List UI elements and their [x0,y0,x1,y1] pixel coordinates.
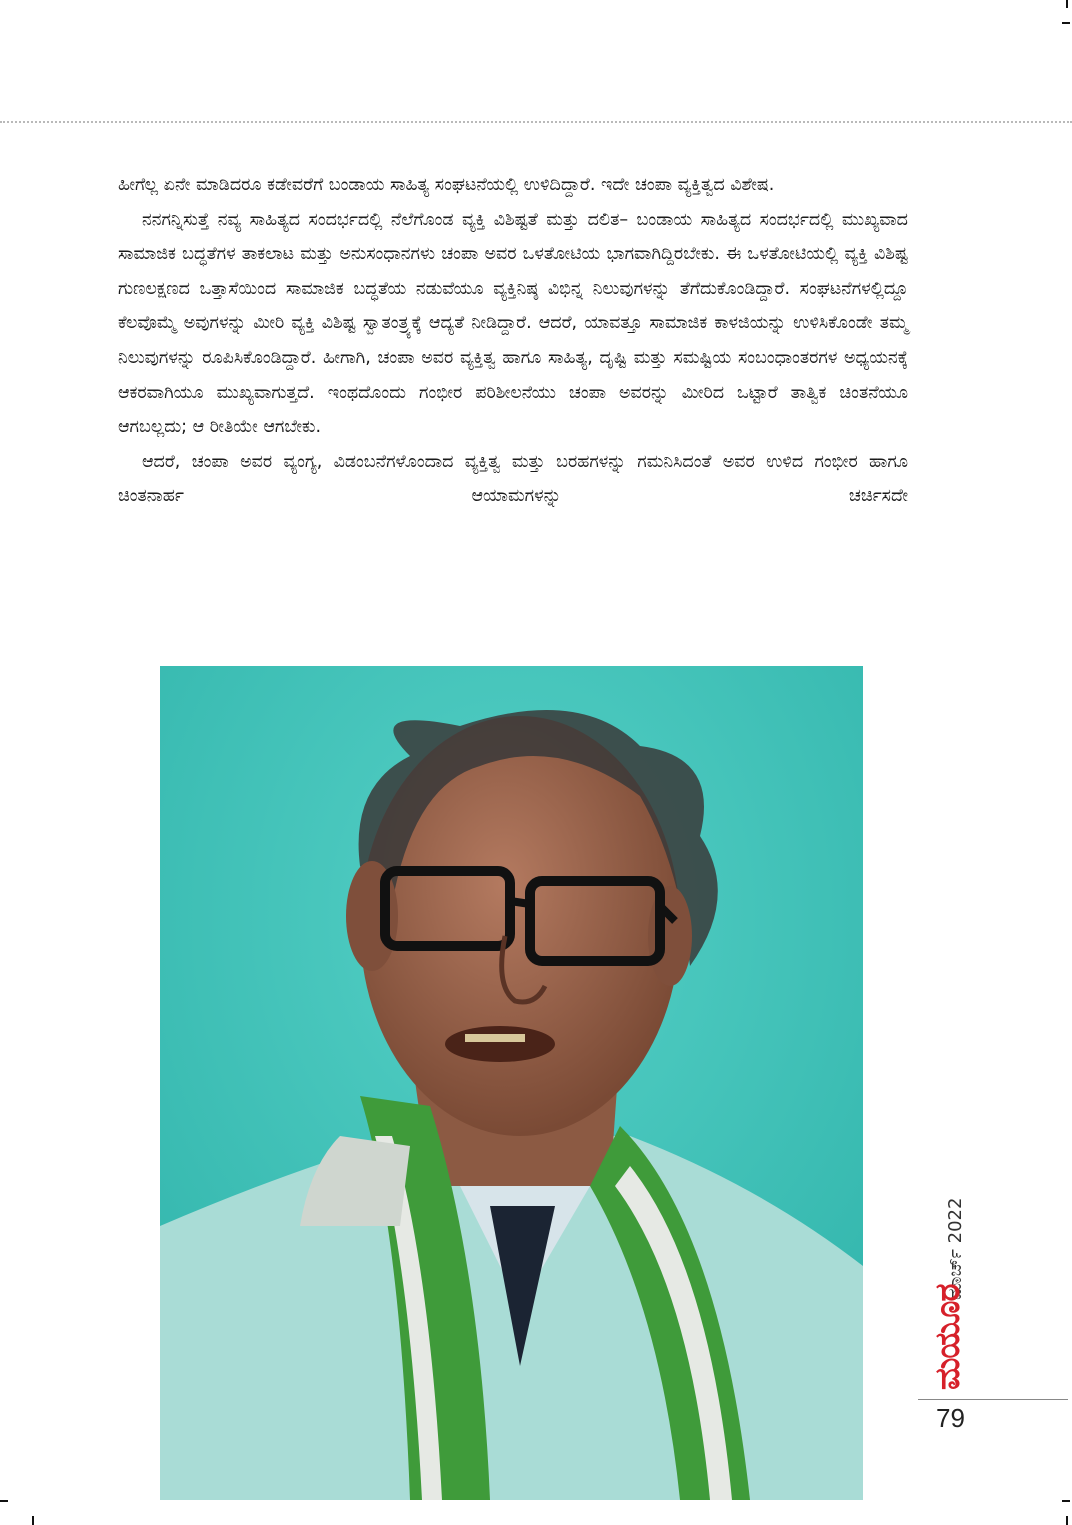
crop-mark-right-upper [1062,22,1070,24]
article-paragraph-1: ಹೀಗೆಲ್ಲ ಏನೇ ಮಾಡಿದರೂ ಕಡೇವರೆಗೆ ಬಂಡಾಯ ಸಾಹಿತ್ಯ ಸಂಘಟನೆಯಲ್ಲಿ ಉಳಿದಿದ್ದಾರೆ. ಇದೇ ಚಂಪಾ ವ್ಯಕ್ತಿತ್ವದ ವಿಶೇಷ. [118,175,775,195]
crop-mark-right-lower [1062,1500,1070,1502]
article-paragraph-3: ಆದರೆ, ಚಂಪಾ ಅವರ ವ್ಯಂಗ್ಯ, ವಿಡಂಬನೆಗಳೊಂದಾದ ವ್ಯಕ್ತಿತ್ವ ಮತ್ತು ಬರಹಗಳನ್ನು ಗಮನಿಸಿದಂತೆ ಅವರ ಉಳಿದ ಗಂಭೀರ ಹಾಗೂ ಚಿಂತನಾರ್ಹ ಆಯಾಮಗಳನ್ನು ಚರ್ಚಿಸದೇ [118,451,908,507]
article-paragraph-2: ನನಗನ್ನಿಸುತ್ತೆ ನವ್ಯ ಸಾಹಿತ್ಯದ ಸಂದರ್ಭದಲ್ಲಿ ನೆಲೆಗೊಂಡ ವ್ಯಕ್ತಿ ವಿಶಿಷ್ಟತೆ ಮತ್ತು ದಲಿತ– ಬಂಡಾಯ ಸಾಹಿತ್ಯದ ಸಂದರ್ಭದಲ್ಲಿ ಮುಖ್ಯವಾದ ಸಾಮಾಜಿಕ ಬದ್ಧತೆಗಳ ತಾಕಲಾಟ ಮತ್ತು ಅನುಸಂಧಾನಗಳು ಚಂಪಾ ಅವರ ಒಳತೋಟಿಯ ಭಾಗವಾಗಿದ್ದಿರಬೇಕು. ಈ ಒಳತೋಟಿಯಲ್ಲಿ ವ್ಯಕ್ತಿ ವಿಶಿಷ್ಟ ಗುಣಲಕ್ಷಣದ ಒತ್ತಾಸೆಯಿಂದ ಸಾಮಾಜಿಕ ಬದ್ಧತೆಯ ನಡುವೆಯೂ ವ್ಯಕ್ತಿನಿಷ್ಠ ವಿಭಿನ್ನ ನಿಲುವುಗಳನ್ನು ತೆಗೆದುಕೊಂಡಿದ್ದಾರೆ. ಸಂಘಟನೆಗಳಲ್ಲಿದ್ದೂ ಕೆಲವೊಮ್ಮೆ ಅವುಗಳನ್ನು ಮೀರಿ ವ್ಯಕ್ತಿ ವಿಶಿಷ್ಟ ಸ್ವಾತಂತ್ರ್ಯಕ್ಕೆ ಆದ್ಯತೆ ನೀಡಿದ್ದಾರೆ. ಆದರೆ, ಯಾವತ್ತೂ ಸಾಮಾಜಿಕ ಕಾಳಜಿಯನ್ನು ಉಳಿಸಿಕೊಂಡೇ ತಮ್ಮ ನಿಲುವುಗಳನ್ನು ರೂಪಿಸಿಕೊಂಡಿದ್ದಾರೆ. ಹೀಗಾಗಿ, ಚಂಪಾ ಅವರ ವ್ಯಕ್ತಿತ್ವ ಹಾಗೂ ಸಾಹಿತ್ಯ, ದೃಷ್ಟಿ ಮತ್ತು ಸಮಷ್ಟಿಯ ಸಂಬಂಧಾಂತರಗಳ ಅಧ್ಯಯನಕ್ಕೆ ಆಕರವಾಗಿಯೂ ಮುಖ್ಯವಾಗುತ್ತದೆ. ಇಂಥದೊಂದು ಗಂಭೀರ ಪರಿಶೀಲನೆಯು ಚಂಪಾ ಅವರನ್ನು ಮೀರಿದ ಒಟ್ಟಾರೆ ತಾತ್ವಿಕ ಚಿಂತನೆಯೂ ಆಗಬಲ್ಲದು; ಆ ರೀತಿಯೇ ಆಗಬೇಕು. [118,209,908,438]
magazine-name: ಮಯೂರ [928,1284,968,1390]
page-number-rule [918,1399,1068,1400]
crop-mark-bottom-right [1066,1516,1068,1525]
article-body [118,168,908,514]
crop-mark-top-right [1066,0,1068,8]
issue-date: ಮಾರ್ಚ್ 2022 [945,1197,966,1300]
page-number: 79 [936,1403,965,1433]
portrait-photo [160,666,863,1500]
crop-mark-left-bottom [0,1500,8,1502]
crop-mark-bottom-left [32,1516,34,1525]
header-dotted-rule [0,121,1072,123]
portrait-illustration [160,666,863,1500]
magazine-masthead [928,1240,968,1390]
